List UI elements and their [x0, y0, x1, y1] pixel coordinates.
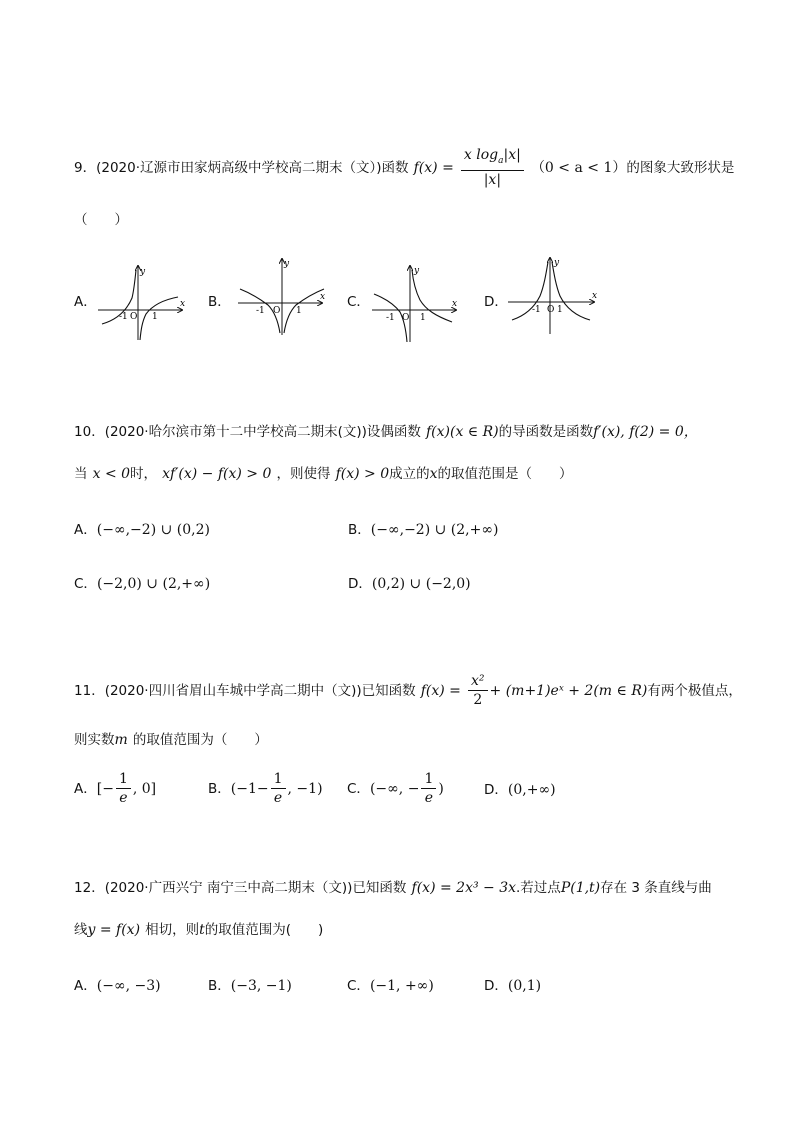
graph-option-b [236, 255, 328, 337]
option-c: C．(−1, +∞) [347, 978, 434, 994]
formula-fraction: $\frac{\text{x²}}{2}$ [468, 672, 488, 709]
tick-neg1: -1 [119, 312, 128, 322]
option-b-label: B． [208, 294, 231, 310]
graph-option-c [370, 262, 462, 344]
question-12-line1: 12．(2020·广西兴宁 南宁三中高二期末（文))已知函数 f(x) = 2x³ − 3x.若过点P(1,t)存在 3 条直线与曲 [74, 880, 712, 896]
svg-text:O: O [402, 313, 410, 323]
svg-text:-1: -1 [532, 305, 541, 315]
question-source: (2020·哈尔滨市第十二中学校高二期末(文)) [104, 424, 367, 440]
svg-text:y: y [554, 258, 560, 268]
question-12-line2: 线y = f(x) 相切，则t的取值范围为( ) [74, 922, 324, 938]
option-b: B．(−3, −1) [208, 978, 292, 994]
svg-text:1: 1 [420, 313, 426, 323]
svg-text:-1: -1 [256, 306, 265, 316]
question-10-line2: 当 x < 0时， xf′(x) − f(x) > 0 ，则使得 f(x) > 0成立的x的取值范围是（ ） [74, 466, 573, 482]
option-c: C．(−∞, − $\frac{1}{e}$ ) [347, 771, 444, 806]
option-b: B．(−∞,−2) ∪ (2,+∞) [348, 522, 499, 538]
formula-lhs: f(x) = [413, 159, 454, 176]
svg-text:x: x [592, 291, 598, 301]
question-number: 11 [74, 683, 92, 699]
option-d: D．(0,+∞) [484, 782, 556, 798]
question-number: 9 [74, 159, 83, 176]
option-a: A．[− $\frac{1}{e}$ , 0] [74, 771, 157, 806]
svg-text:y: y [414, 266, 420, 276]
question-source: (2020·广西兴宁 南宁三中高二期末（文)) [104, 880, 353, 896]
question-number: 10 [74, 424, 92, 440]
graph-option-d [506, 254, 600, 336]
option-a: A．(−∞, −3) [74, 978, 161, 994]
formula: f′(x), f(2) = 0， [593, 424, 698, 440]
question-9: 9．(2020·辽源市田家炳高级中学校高二期末（文）)函数 f(x) = $\frac{x \log_a|x|}{|x|}$ （0 < a < 1）的图象大致形状是 [74, 147, 735, 188]
option-value: (0,2) ∪ (−2,0) [371, 576, 471, 592]
question-11-line1: 11．(2020·四川省眉山车城中学高二期中（文))已知函数 f(x) = $\frac{\text{x²}}{2}$ + (m+1)eˣ + 2(m ∈ R)有两个极值点， [74, 673, 742, 708]
x-axis-label: x [180, 299, 186, 309]
option-value: (−∞,−2) ∪ (0,2) [96, 522, 210, 538]
question-source: (2020·四川省眉山车城中学高二期中（文)) [104, 683, 362, 699]
origin-label: O [130, 312, 138, 322]
option-d-label: D． [484, 294, 508, 310]
option-a: A．(−∞,−2) ∪ (0,2) [74, 522, 210, 538]
graph-option-a [96, 260, 188, 342]
question-number: 12 [74, 880, 92, 896]
tick-1: 1 [152, 312, 158, 322]
condition: （0 < a < 1） [530, 159, 627, 176]
option-value: (−2,0) ∪ (2,+∞) [96, 576, 211, 592]
option-value: (−∞,−2) ∪ (2,+∞) [370, 522, 499, 538]
question-text-tail: 的图象大致形状是 [626, 159, 735, 176]
svg-text:-1: -1 [386, 313, 395, 323]
option-c: C．(−2,0) ∪ (2,+∞) [74, 576, 211, 592]
question-10-line1: 10．(2020·哈尔滨市第十二中学校高二期末(文))设偶函数 f(x)(x ∈ R)的导函数是函数f′(x), f(2) = 0， [74, 424, 698, 440]
option-b: B．(−1− $\frac{1}{e}$ , −1) [208, 771, 323, 806]
question-source: (2020·辽源市田家炳高级中学校高二期末（文）) [96, 159, 382, 176]
question-text: 函数 [381, 159, 409, 176]
svg-text:1: 1 [557, 305, 563, 315]
option-c-label: C． [347, 294, 370, 310]
y-axis-label: y [140, 267, 146, 277]
svg-text:x: x [320, 292, 326, 302]
svg-text:x: x [452, 299, 458, 309]
question-11-line2: 则实数m 的取值范围为（ ） [74, 732, 268, 748]
svg-text:O: O [547, 305, 555, 315]
option-d: D．(0,2) ∪ (−2,0) [348, 576, 471, 592]
formula-fraction: $\frac{x \log_a|x|}{|x|}$ [461, 146, 524, 189]
answer-paren: （ ） [74, 212, 128, 228]
option-a-label: A． [74, 294, 97, 310]
svg-text:1: 1 [296, 306, 302, 316]
svg-text:y: y [284, 259, 290, 269]
svg-text:O: O [273, 306, 281, 316]
formula: f(x)(x ∈ R) [426, 424, 499, 440]
option-d: D．(0,1) [484, 978, 542, 994]
